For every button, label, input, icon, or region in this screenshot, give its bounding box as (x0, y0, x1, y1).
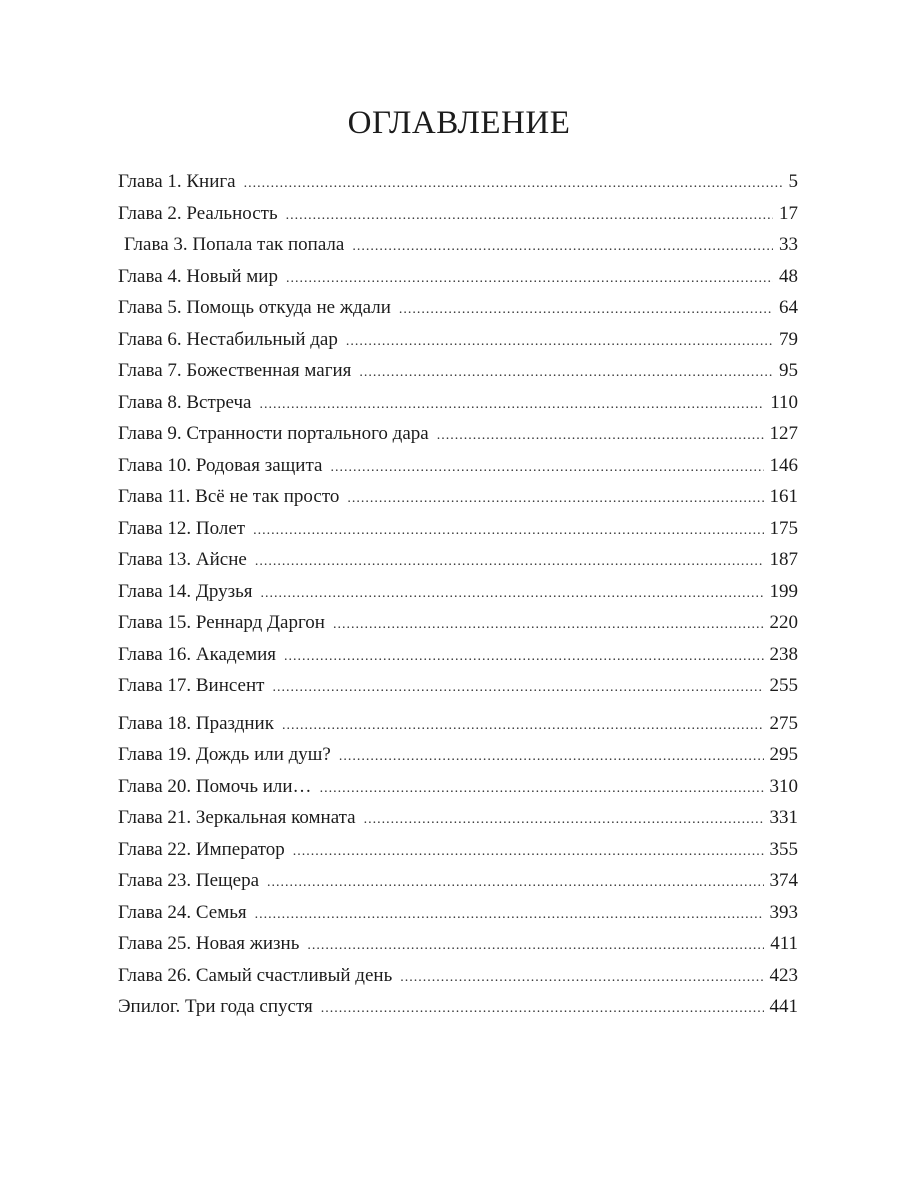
toc-entry-page: 310 (769, 775, 798, 797)
dot-leader (282, 710, 764, 742)
toc-entry-label: Глава 20. Помочь или… (118, 775, 312, 797)
dot-leader (352, 231, 773, 263)
dot-leader (359, 357, 773, 389)
toc-entry-label: Глава 16. Академия (118, 643, 277, 665)
toc-entry[interactable] (118, 198, 798, 230)
toc-entry-label: Глава 25. Новая жизнь (118, 933, 300, 954)
toc-entry-page: 5 (788, 171, 798, 192)
dot-leader (286, 200, 773, 232)
toc-entry-page: 17 (779, 202, 798, 224)
toc-entry[interactable] (118, 513, 798, 545)
toc-entry-page: 79 (779, 328, 798, 350)
toc-entry[interactable] (118, 771, 798, 803)
toc-entry-page: 355 (769, 838, 798, 860)
dot-leader (255, 546, 764, 578)
toc-entry-page: 295 (769, 744, 798, 765)
toc-entry-label: Глава 23. Пещера (118, 870, 260, 891)
toc-entry[interactable] (118, 292, 798, 324)
dot-leader (333, 609, 764, 641)
dot-leader (320, 773, 764, 805)
toc-entry-label: Глава 24. Семья (118, 901, 247, 923)
toc-entry-label: Глава 6. Нестабильный дар (118, 328, 338, 350)
toc-entry-label: Глава 12. Полет (118, 517, 246, 539)
toc-entry-page: 161 (769, 486, 798, 507)
dot-leader (284, 641, 763, 673)
toc-entry-page: 220 (769, 612, 798, 633)
toc-entry[interactable] (118, 802, 798, 834)
toc-entry-label: Глава 7. Божественная магия (118, 360, 352, 381)
toc-entry-page: 48 (779, 265, 798, 287)
toc-entry[interactable] (118, 607, 798, 639)
toc-entry[interactable] (118, 897, 798, 929)
dot-leader (259, 389, 764, 421)
toc-entry-page: 127 (769, 423, 798, 444)
toc-entry-label: Глава 8. Встреча (118, 391, 252, 413)
toc-entry[interactable] (118, 708, 798, 740)
dot-leader (400, 962, 763, 994)
toc-entry-page: 95 (779, 360, 798, 381)
dot-leader (339, 741, 764, 773)
dot-leader (321, 993, 764, 1025)
toc-entry[interactable] (118, 418, 798, 450)
toc-entry[interactable] (118, 639, 798, 671)
dot-leader (253, 515, 763, 547)
toc-entry-label: Глава 17. Винсент (118, 675, 265, 696)
toc-entry[interactable] (118, 544, 798, 576)
dot-leader (347, 483, 763, 515)
toc-entry-page: 187 (769, 549, 798, 570)
dot-leader (272, 672, 763, 704)
dot-leader (261, 578, 764, 610)
toc-entry-label: Глава 22. Император (118, 838, 285, 860)
toc-entry-label: Глава 13. Айсне (118, 549, 247, 570)
toc-entry-label: Глава 10. Родовая защита (118, 454, 323, 476)
toc-entry-label: Глава 19. Дождь или душ? (118, 744, 331, 765)
toc-entry-label: Глава 5. Помощь откуда не ждали (118, 297, 391, 318)
toc-entry-label: Глава 4. Новый мир (118, 265, 278, 287)
toc-entry-label: Глава 14. Друзья (118, 580, 253, 602)
toc-entry[interactable] (118, 834, 798, 866)
toc-entry[interactable] (118, 229, 798, 261)
toc-entry-page: 146 (769, 454, 798, 476)
dot-leader (244, 168, 783, 200)
toc-entry[interactable] (118, 928, 798, 960)
toc-entry-page: 331 (769, 807, 798, 828)
toc-entry[interactable] (118, 991, 798, 1023)
toc-entry-page: 255 (769, 675, 798, 696)
toc-entry-label: Глава 1. Книга (118, 171, 236, 192)
toc-entry[interactable] (118, 261, 798, 293)
toc-entry[interactable] (118, 670, 798, 702)
toc-entry-page: 238 (769, 643, 798, 665)
toc-entry[interactable] (118, 739, 798, 771)
toc-entry-label: Глава 21. Зеркальная комната (118, 807, 356, 828)
dot-leader (346, 326, 773, 358)
toc-entry-label: Глава 2. Реальность (118, 202, 278, 224)
toc-entry-page: 275 (769, 712, 798, 734)
toc-entry[interactable] (118, 324, 798, 356)
toc-entry[interactable] (118, 387, 798, 419)
toc-entry[interactable] (118, 355, 798, 387)
toc-entry-label: Глава 26. Самый счастливый день (118, 964, 393, 986)
dot-leader (267, 867, 763, 899)
toc-entry-page: 175 (769, 517, 798, 539)
toc-entry-page: 64 (779, 297, 798, 318)
dot-leader (399, 294, 773, 326)
toc-entry[interactable] (118, 481, 798, 513)
toc-entry-label: Глава 18. Праздник (118, 712, 274, 734)
toc-entry-page: 199 (769, 580, 798, 602)
toc-entry-page: 441 (769, 996, 798, 1017)
dot-leader (330, 452, 763, 484)
dot-leader (437, 420, 764, 452)
toc-entry-label: Глава 11. Всё не так просто (118, 486, 340, 507)
toc-entry[interactable] (118, 450, 798, 482)
toc-entry-label: Глава 3. Попала так попала (124, 234, 345, 255)
toc-entry[interactable] (118, 960, 798, 992)
page-title: ОГЛАВЛЕНИЕ (347, 105, 571, 141)
toc-entry-page: 423 (769, 964, 798, 986)
toc-entry-page: 374 (769, 870, 798, 891)
toc-entry-label: Эпилог. Три года спустя (118, 996, 313, 1017)
dot-leader (286, 263, 773, 295)
dot-leader (364, 804, 764, 836)
dot-leader (307, 930, 764, 962)
toc-entry-page: 393 (769, 901, 798, 923)
toc-entry-page: 411 (770, 933, 798, 954)
toc-entry-page: 110 (770, 391, 798, 413)
toc-entry-page: 33 (779, 234, 798, 255)
toc-entry[interactable] (118, 576, 798, 608)
table-of-contents (118, 166, 798, 1023)
toc-entry[interactable] (118, 166, 798, 198)
dot-leader (255, 899, 764, 931)
toc-entry-label: Глава 15. Реннард Даргон (118, 612, 325, 633)
dot-leader (293, 836, 764, 868)
toc-entry-label: Глава 9. Странности портального дара (118, 423, 429, 444)
toc-entry[interactable] (118, 865, 798, 897)
